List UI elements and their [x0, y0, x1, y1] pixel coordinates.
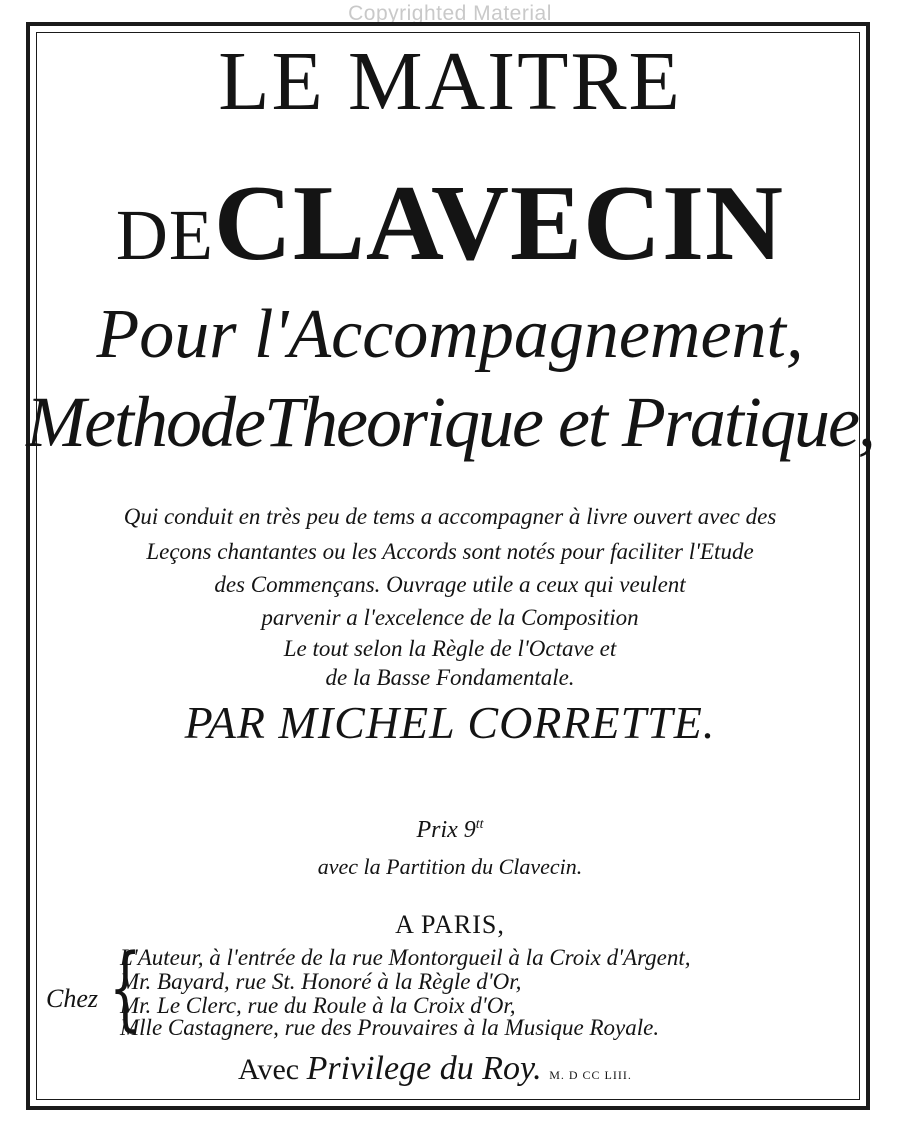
publisher-city: A PARIS, — [395, 910, 505, 939]
description-line-3: des Commençans. Ouvrage utile a ceux qui veulent — [214, 572, 686, 597]
privilege-date: M. D CC LIII. — [549, 1068, 632, 1082]
price-superscript: tt — [475, 817, 484, 832]
privilege-text: Privilege du Roy. — [306, 1050, 542, 1087]
copyright-watermark: Copyrighted Material — [348, 2, 552, 25]
description-line-2: Leçons chantantes ou les Accords sont notés pour faciliter l'Etude — [146, 539, 754, 564]
title-maitre: MAITRE — [347, 35, 682, 128]
description-line-6: de la Basse Fondamentale. — [325, 665, 575, 690]
description-line-4: parvenir a l'excelence de la Composition — [261, 605, 639, 630]
title-clavecin: CLAVECIN — [213, 164, 785, 283]
privilege-line — [238, 1052, 632, 1086]
subtitle-methode: MethodeTheorique et Pratique, — [26, 382, 874, 462]
price-line — [0, 818, 900, 842]
title-line-1 — [0, 35, 900, 128]
address-line-3: Mr. Le Clerc, rue du Roule à la Croix d'Or, — [120, 993, 516, 1018]
curly-brace-icon: { — [109, 934, 142, 1041]
address-line-1: L'Auteur, à l'entrée de la rue Montorgueil à la Croix d'Argent, — [120, 945, 691, 970]
partition-line: avec la Partition du Clavecin. — [317, 854, 583, 879]
subtitle-accompagnement: Pour l'Accompagnement, — [96, 296, 804, 373]
title-line-2 — [0, 164, 900, 283]
description-line-5: Le tout selon la Règle de l'Octave et — [283, 636, 617, 661]
description-line-1: Qui conduit en très peu de tems a accompagner à livre ouvert avec des — [123, 504, 777, 529]
privilege-avec: Avec — [238, 1053, 300, 1086]
price-label: Prix 9 — [416, 817, 476, 843]
address-line-2: Mr. Bayard, rue St. Honoré à la Règle d'Or, — [120, 969, 522, 994]
author-line: PAR MICHEL CORRETTE. — [184, 697, 716, 748]
address-line-4: Mlle Castagnere, rue des Prouvaires à la Musique Royale. — [120, 1015, 660, 1040]
title-de: DE — [115, 195, 214, 275]
title-le: LE — [218, 35, 325, 128]
chez-label: Chez — [46, 984, 98, 1013]
